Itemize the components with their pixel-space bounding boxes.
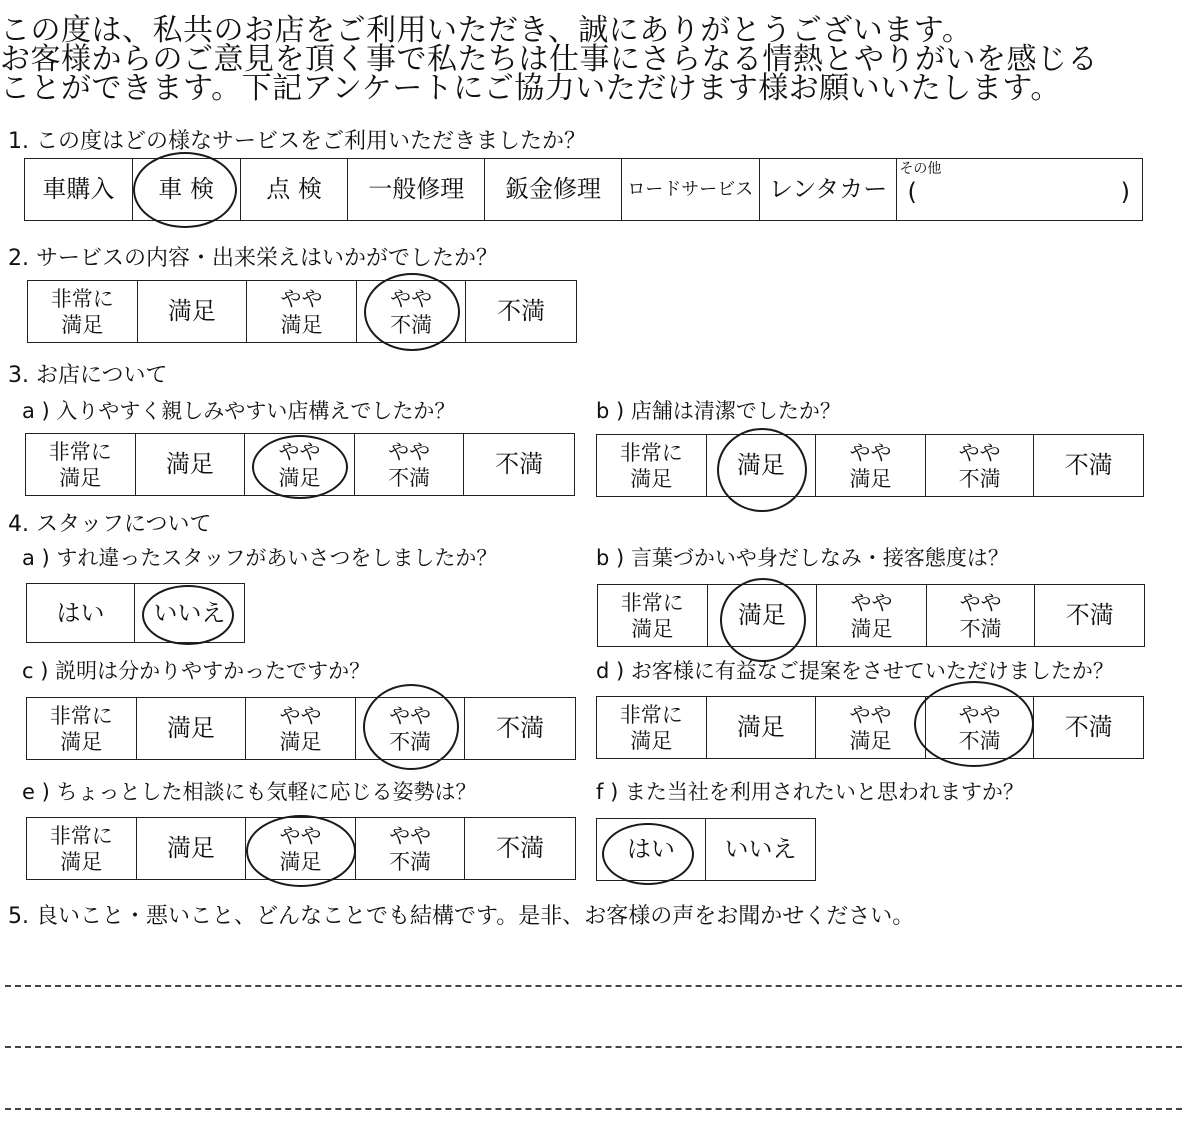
option-label: レンタカー xyxy=(768,175,888,203)
option-q3b-2[interactable] xyxy=(816,435,926,496)
option-label: 満足 xyxy=(736,451,785,479)
option-q4f-1[interactable] xyxy=(706,819,815,880)
option-q3b-3[interactable] xyxy=(926,435,1035,496)
option-q4b-4[interactable] xyxy=(1035,585,1144,646)
option-q1-3[interactable] xyxy=(348,159,485,220)
option-label: 不満 xyxy=(495,450,544,478)
option-q3a-3[interactable] xyxy=(355,434,465,495)
option-q1-0[interactable] xyxy=(25,159,133,220)
option-q4f-0[interactable] xyxy=(597,819,706,880)
option-q4d-4[interactable] xyxy=(1034,697,1143,758)
option-label: やや 満足 xyxy=(279,703,322,754)
option-label: 非常に 満足 xyxy=(49,823,113,874)
option-q3a-4[interactable] xyxy=(464,434,574,495)
q4b-rating-options xyxy=(597,584,1145,647)
option-q4c-4[interactable] xyxy=(465,698,575,759)
option-q4d-2[interactable] xyxy=(816,697,926,758)
option-label: 非常に 満足 xyxy=(619,440,683,491)
option-q3a-1[interactable] xyxy=(136,434,246,495)
option-label: やや 不満 xyxy=(388,439,431,490)
option-label: 車 検 xyxy=(158,175,215,203)
option-label: はい xyxy=(56,598,105,627)
q4c-question: c ) 説明は分かりやすかったですか？ xyxy=(22,659,371,683)
option-label: やや 不満 xyxy=(959,590,1002,641)
option-label: 満足 xyxy=(167,297,216,325)
option-q1-6[interactable] xyxy=(760,159,898,220)
option-q4b-2[interactable] xyxy=(817,585,927,646)
option-label: やや 不満 xyxy=(390,286,433,337)
option-label: 満足 xyxy=(736,713,785,741)
q4e-rating-options xyxy=(26,817,576,880)
option-q4e-3[interactable] xyxy=(356,818,466,879)
q3b-rating-options xyxy=(596,434,1144,497)
option-label: やや 満足 xyxy=(850,590,893,641)
option-label: 不満 xyxy=(496,714,545,742)
q4e-question: e ) ちょっとした相談にも気軽に応じる姿勢は？ xyxy=(22,780,477,804)
option-label: 非常に 満足 xyxy=(48,439,112,490)
option-q1-2[interactable] xyxy=(241,159,349,220)
option-q4c-0[interactable] xyxy=(27,698,137,759)
option-label: 満足 xyxy=(737,601,786,629)
option-q2-2[interactable] xyxy=(247,281,357,342)
option-label: 不満 xyxy=(497,297,546,325)
option-label: 非常に 満足 xyxy=(50,286,114,337)
option-label: いいえ xyxy=(724,835,797,863)
option-label: やや 不満 xyxy=(958,440,1001,491)
q1-service-options xyxy=(24,158,1143,221)
q4f-yesno-options xyxy=(596,818,816,881)
q4d-question: d ) お客様に有益なご提案をさせていただけましたか？ xyxy=(596,659,1114,683)
option-q4e-0[interactable] xyxy=(27,818,137,879)
q4d-rating-options xyxy=(596,696,1144,759)
comment-line-2[interactable] xyxy=(5,1046,1182,1048)
option-q4e-1[interactable] xyxy=(137,818,247,879)
q1-question: 1. この度はどの様なサービスをご利用いただきましたか？ xyxy=(8,129,586,154)
q2-rating-options xyxy=(27,280,577,343)
option-label: 満足 xyxy=(166,834,215,862)
intro-text xyxy=(0,13,1187,106)
option-q2-1[interactable] xyxy=(138,281,248,342)
option-q1-1[interactable] xyxy=(133,159,241,220)
option-label: 不満 xyxy=(496,834,545,862)
q3a-question: a ) 入りやすく親しみやすい店構えでしたか？ xyxy=(22,399,456,423)
option-label: 満足 xyxy=(166,714,215,742)
option-label: はい xyxy=(627,835,675,863)
intro-line-2: お客様からのご意見を頂く事で私たちは仕事にさらなる情熱とやりがいを感じる xyxy=(0,42,1098,77)
option-label: やや 満足 xyxy=(849,440,892,491)
option-q4c-3[interactable] xyxy=(356,698,466,759)
q5-question: 5. 良いこと・悪いこと、どんなことでも結構です。是非、お客様の声をお聞かせください。 xyxy=(8,904,915,929)
option-label: やや 不満 xyxy=(389,703,432,754)
option-label: ロードサービス xyxy=(627,179,754,200)
option-q4b-3[interactable] xyxy=(927,585,1036,646)
intro-line-1: この度は、私共のお店をご利用いただき、誠にありがとうございます。 xyxy=(0,13,973,48)
intro-line-3: ことができます。下記アンケートにご協力いただけます様お願いいたします。 xyxy=(0,71,1061,106)
option-label: やや 満足 xyxy=(849,702,892,753)
option-label: 一般修理 xyxy=(368,175,465,203)
option-q3b-4[interactable] xyxy=(1034,435,1143,496)
open-paren: ( xyxy=(907,178,917,206)
q4b-question: b ) 言葉づかいや身だしなみ・接客態度は？ xyxy=(596,546,1009,570)
option-q4d-1[interactable] xyxy=(707,697,817,758)
option-q4a-0[interactable] xyxy=(27,584,135,642)
option-label: 不満 xyxy=(1065,601,1114,629)
q3b-question: b ) 店舗は清潔でしたか？ xyxy=(596,399,841,423)
option-q4b-1[interactable] xyxy=(708,585,818,646)
option-q4e-4[interactable] xyxy=(465,818,575,879)
q3-question: 3. お店について xyxy=(8,363,168,388)
option-q4d-0[interactable] xyxy=(597,697,707,758)
option-q4c-2[interactable] xyxy=(246,698,356,759)
other-label: その他 xyxy=(899,161,942,177)
option-label: 満足 xyxy=(165,450,214,478)
option-q3b-0[interactable] xyxy=(597,435,707,496)
option-q2-4[interactable] xyxy=(466,281,576,342)
option-q2-0[interactable] xyxy=(28,281,138,342)
option-q4c-1[interactable] xyxy=(137,698,247,759)
option-q4e-2[interactable] xyxy=(246,818,356,879)
option-label: やや 満足 xyxy=(278,439,321,490)
option-q4d-3[interactable] xyxy=(926,697,1035,758)
option-q3a-0[interactable] xyxy=(26,434,136,495)
option-q4a-1[interactable] xyxy=(135,584,244,642)
q3a-rating-options xyxy=(25,433,575,496)
option-label: 点 検 xyxy=(266,175,322,203)
option-label: やや 満足 xyxy=(279,823,322,874)
option-label: いいえ xyxy=(153,598,226,627)
q2-question: 2. サービスの内容・出来栄えはいかがでしたか？ xyxy=(8,246,498,271)
option-q1-5[interactable] xyxy=(622,159,760,220)
q4-question: 4. スタッフについて xyxy=(8,512,212,537)
option-other[interactable] xyxy=(897,159,1142,220)
option-label: やや 不満 xyxy=(958,702,1001,753)
q4a-yesno-options xyxy=(26,583,245,643)
close-paren: ) xyxy=(1120,178,1130,206)
q4c-rating-options xyxy=(26,697,576,760)
q4f-question: f ) また当社を利用されたいと思われますか？ xyxy=(596,780,1024,804)
option-q1-4[interactable] xyxy=(485,159,622,220)
option-label: やや 不満 xyxy=(389,823,432,874)
q4a-question: a ) すれ違ったスタッフがあいさつをしましたか？ xyxy=(22,546,498,570)
option-label: 非常に 満足 xyxy=(620,590,684,641)
option-label: やや 満足 xyxy=(280,286,323,337)
option-q2-3[interactable] xyxy=(357,281,467,342)
option-label: 車購入 xyxy=(42,175,115,203)
comment-line-1[interactable] xyxy=(5,985,1182,987)
option-label: 鈑金修理 xyxy=(505,175,602,203)
option-label: 不満 xyxy=(1064,713,1113,741)
option-label: 不満 xyxy=(1064,451,1113,479)
other-input[interactable] xyxy=(897,177,1142,207)
comment-line-3[interactable] xyxy=(5,1108,1182,1110)
option-q3a-2[interactable] xyxy=(245,434,355,495)
option-q4b-0[interactable] xyxy=(598,585,708,646)
option-label: 非常に 満足 xyxy=(49,703,113,754)
option-label: 非常に 満足 xyxy=(619,702,683,753)
option-q3b-1[interactable] xyxy=(707,435,817,496)
